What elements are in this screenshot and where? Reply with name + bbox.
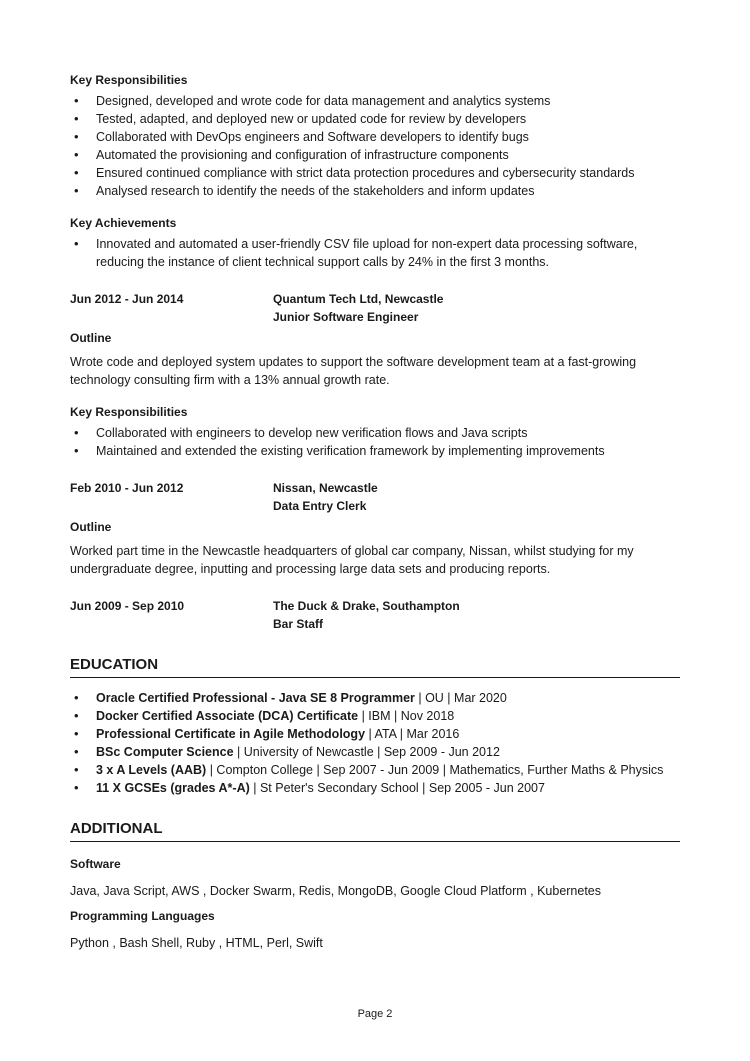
education-qualification: Professional Certificate in Agile Methodology	[96, 727, 366, 741]
list-item	[70, 707, 680, 725]
list-item: • Collaborated with engineers to develop new verification flows and Java scripts	[70, 424, 680, 442]
job-header-duck-drake	[70, 597, 680, 633]
education-qualification: Docker Certified Associate (DCA) Certificate	[96, 709, 359, 723]
job-header-quantum	[70, 290, 680, 326]
job-outline: Wrote code and deployed system updates to support the software development team at a fast-growing technology consulting firm with a 13% annual growth rate.	[70, 355, 637, 387]
education-qualification: Oracle Certified Professional - Java SE 8 Programmer	[96, 691, 415, 705]
education-list	[70, 689, 680, 797]
key-responsibilities-heading: Key Responsibilities	[70, 405, 188, 419]
list-item	[70, 779, 680, 797]
list-item	[70, 725, 680, 743]
list-item	[70, 743, 680, 761]
education-qualification: BSc Computer Science	[96, 745, 234, 759]
job-company: Nissan, Newcastle	[273, 481, 378, 495]
outline-heading: Outline	[70, 520, 112, 534]
key-achievements-heading: Key Achievements	[70, 216, 177, 230]
software-heading: Software	[70, 857, 121, 871]
list-item: • Ensured continued compliance with strict data protection procedures and cybersecurity standards	[70, 164, 680, 182]
responsibilities-list	[70, 424, 680, 460]
outline-heading: Outline	[70, 331, 112, 345]
job-title: Junior Software Engineer	[273, 310, 419, 324]
education-details: | University of Newcastle | Sep 2009 - Jun 2012	[233, 745, 500, 759]
job-company: The Duck & Drake, Southampton	[273, 599, 460, 613]
job-dates: Jun 2012 - Jun 2014	[70, 292, 184, 306]
list-item: • Maintained and extended the existing verification framework by implementing improvements	[70, 442, 680, 460]
achievements-list	[70, 235, 680, 271]
education-qualification: 11 X GCSEs (grades A*-A)	[96, 781, 250, 795]
job-dates: Feb 2010 - Jun 2012	[70, 481, 184, 495]
education-details: | Compton College | Sep 2007 - Jun 2009 | Mathematics, Further Maths & Physics	[206, 763, 664, 777]
education-details: | IBM | Nov 2018	[358, 709, 455, 723]
responsibilities-list	[70, 92, 680, 200]
job-company: Quantum Tech Ltd, Newcastle	[273, 292, 444, 306]
education-qualification: 3 x A Levels (AAB)	[96, 763, 207, 777]
programming-languages-list: Python , Bash Shell, Ruby , HTML, Perl, Swift	[70, 936, 323, 950]
list-item	[70, 761, 680, 779]
key-responsibilities-heading: Key Responsibilities	[70, 73, 188, 87]
software-list: Java, Java Script, AWS , Docker Swarm, Redis, MongoDB, Google Cloud Platform , Kubernetes	[70, 884, 602, 898]
page-number: Page 2	[357, 1008, 393, 1020]
job-header-nissan	[70, 479, 680, 515]
programming-languages-heading: Programming Languages	[70, 909, 215, 923]
job-title: Data Entry Clerk	[273, 499, 367, 513]
list-item: • Collaborated with DevOps engineers and Software developers to identify bugs	[70, 128, 680, 146]
education-details: | OU | Mar 2020	[414, 691, 507, 705]
education-section-title: EDUCATION	[70, 656, 680, 678]
list-item: • Tested, adapted, and deployed new or updated code for review by developers	[70, 110, 680, 128]
list-item	[70, 689, 680, 707]
education-details: | St Peter's Secondary School | Sep 2005 - Jun 2007	[249, 781, 545, 795]
list-item: • Designed, developed and wrote code for data management and analytics systems	[70, 92, 680, 110]
list-item: • Analysed research to identify the needs of the stakeholders and inform updates	[70, 182, 680, 200]
job-title: Bar Staff	[273, 617, 324, 631]
job-dates: Jun 2009 - Sep 2010	[70, 599, 185, 613]
additional-section-title: ADDITIONAL	[70, 820, 680, 842]
education-details: | ATA | Mar 2016	[365, 727, 460, 741]
list-item: • Innovated and automated a user-friendly CSV file upload for non-expert data processing software, reducing the instance of client technical support calls by 24% in the first 3 months.	[70, 235, 680, 271]
list-item: • Automated the provisioning and configuration of infrastructure components	[70, 146, 680, 164]
job-outline: Worked part time in the Newcastle headquarters of global car company, Nissan, whilst studying for my undergraduate degree, inputting and processing large data sets and producing reports.	[70, 544, 634, 576]
